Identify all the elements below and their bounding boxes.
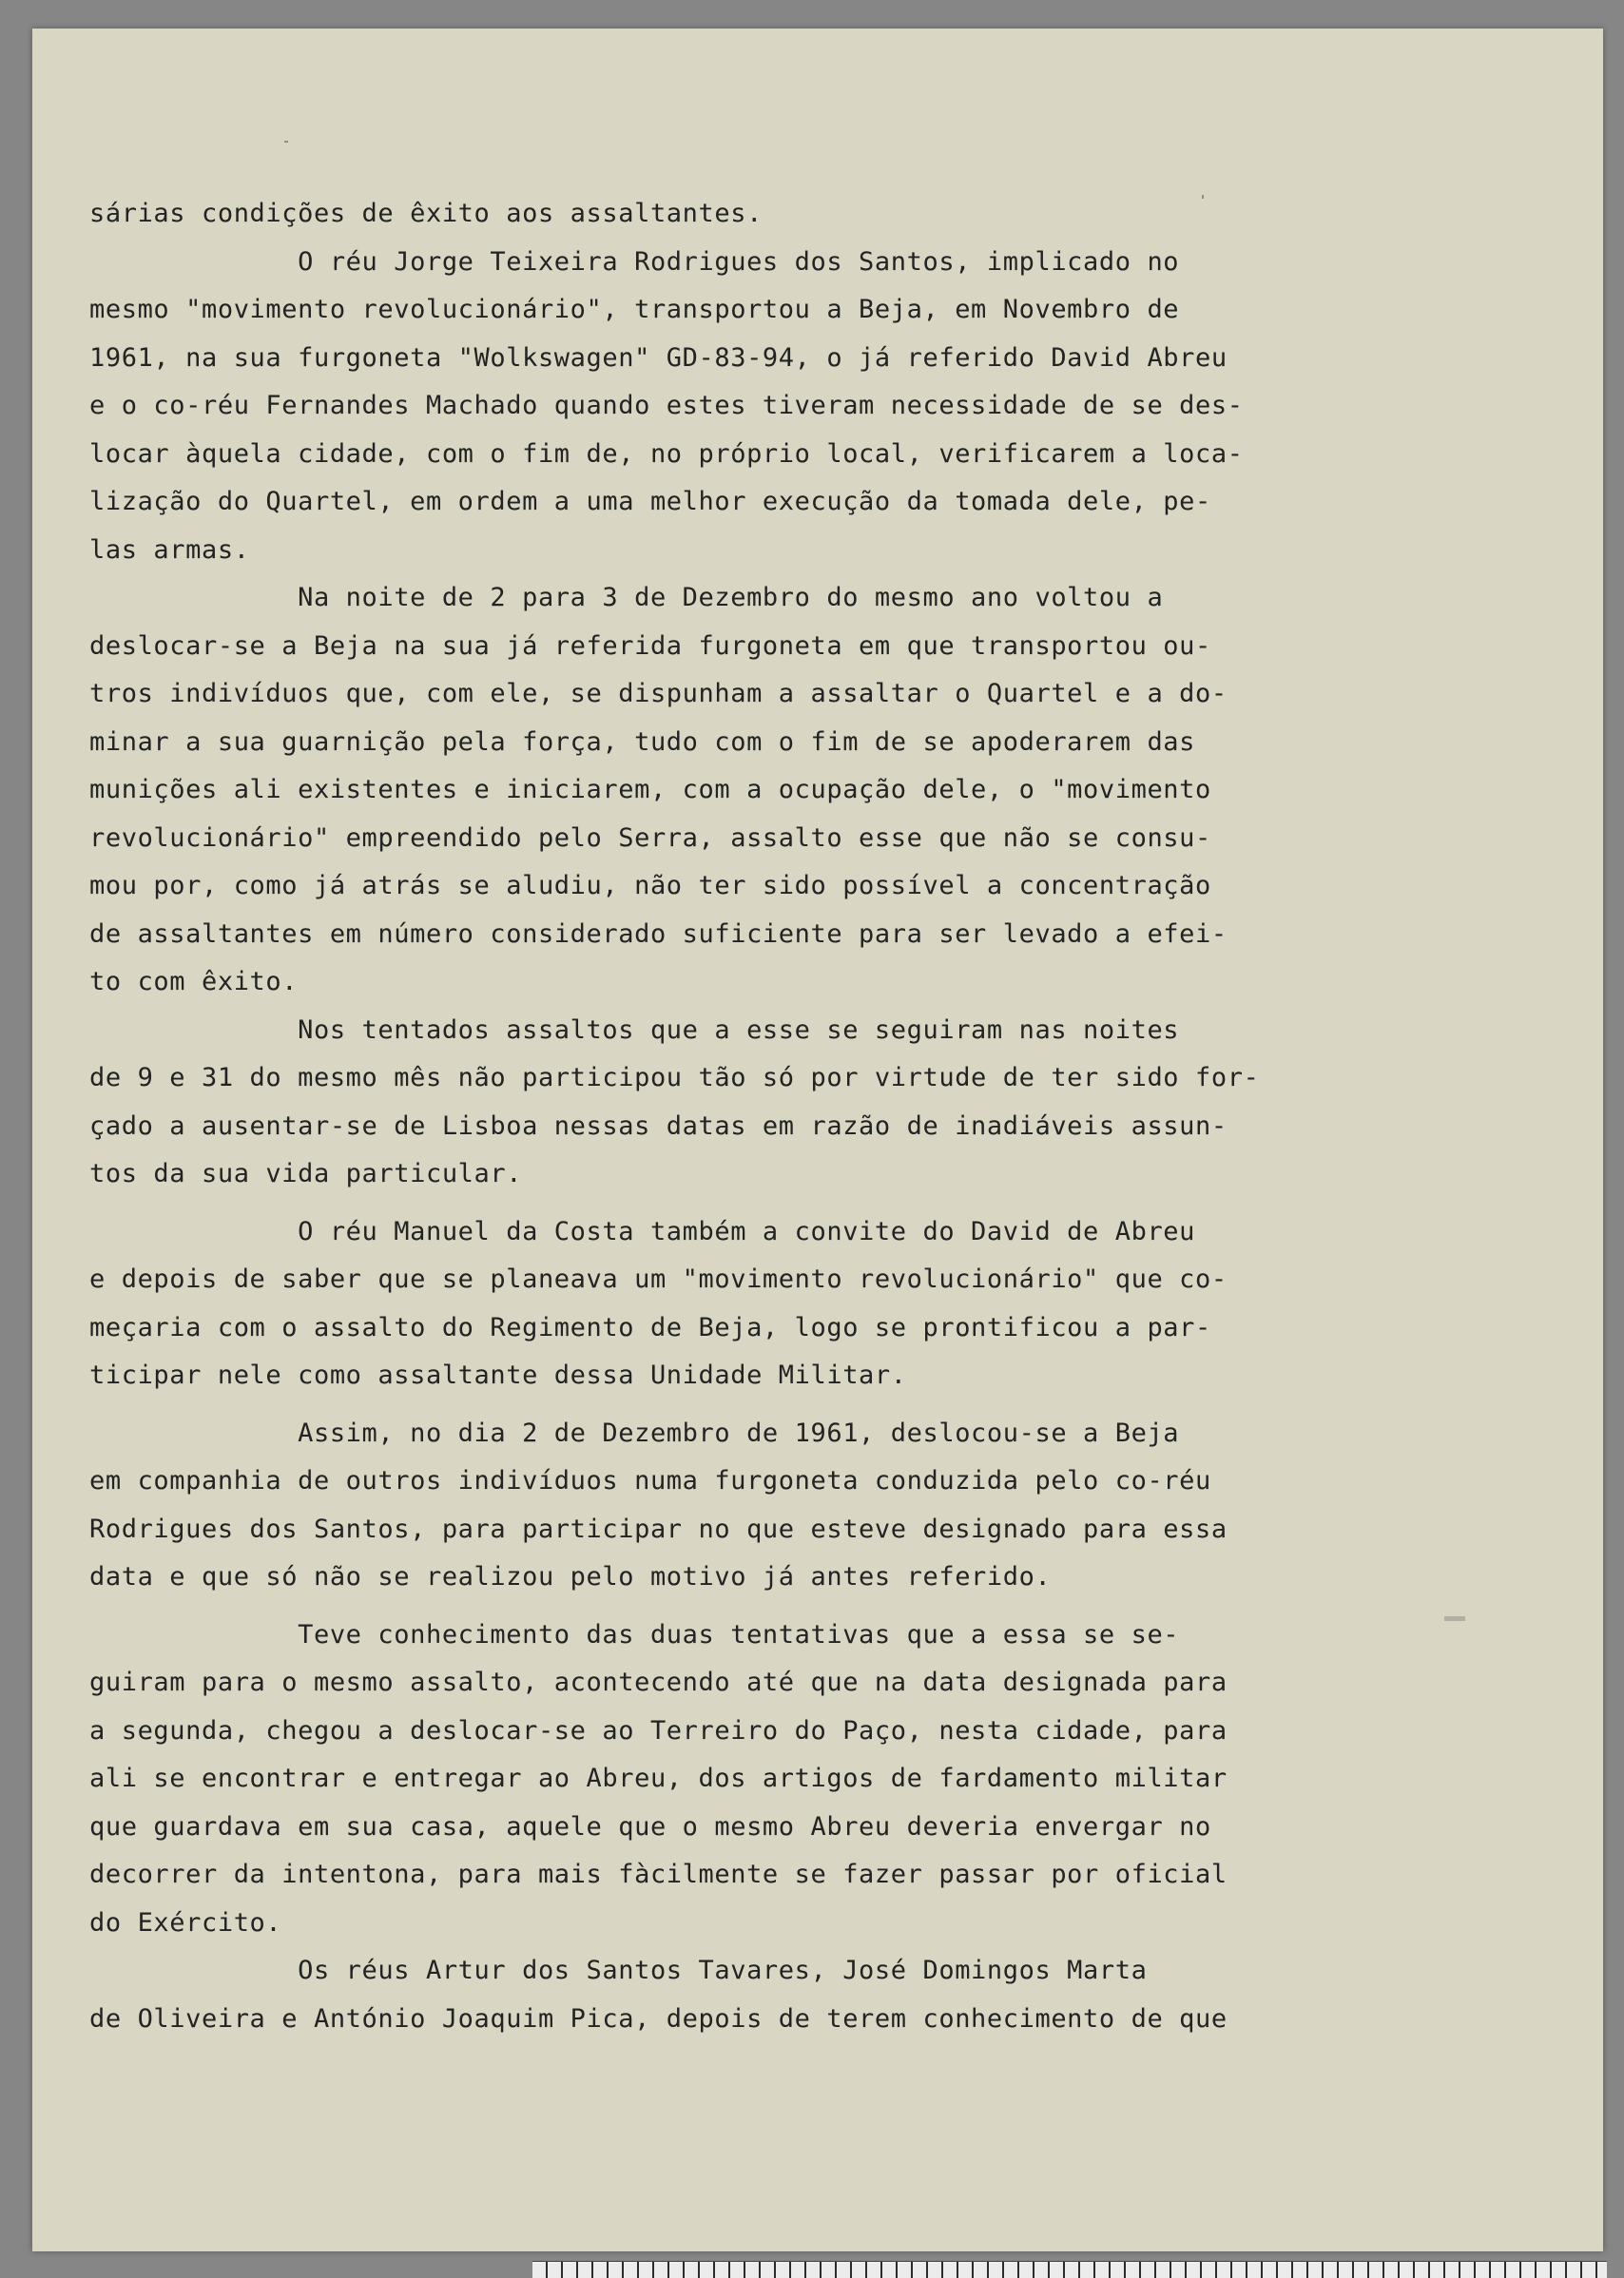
text-line: Teve conhecimento das duas tentativas que a essa se se- [89,1619,1180,1650]
text-line: guiram para o mesmo assalto, acontecendo até que na data designada para [89,1668,1228,1697]
text-line: Rodrigues dos Santos, para participar no que esteve designado para essa [89,1514,1228,1544]
paper-speck [1444,1616,1465,1621]
text-line: revolucionário" empreendido pelo Serra, assalto esse que não se consu- [89,822,1211,853]
text-line: Na noite de 2 para 3 de Dezembro do mesmo ano voltou a [89,583,1164,612]
text-line: mou por, como já atrás se aludiu, não ter sido possível a concentração [89,871,1211,900]
text-line: ticipar nele como assaltante dessa Unidade Militar. [89,1361,907,1390]
text-line: ali se encontrar e entregar ao Abreu, dos artigos de fardamento militar [89,1764,1228,1793]
text-line: 1961, na sua furgoneta "Wolkswagen" GD-83-94, o já referido David Abreu [89,342,1228,373]
text-line: to com êxito. [89,967,299,996]
text-line: O réu Manuel da Costa também a convite do David de Abreu [89,1216,1196,1246]
text-line: meçaria com o assalto do Regimento de Beja, logo se prontificou a par- [89,1312,1211,1342]
text-line: las armas. [89,534,250,565]
scale-ruler [532,2261,1607,2278]
text-line: de 9 e 31 do mesmo mês não participou tão só por virtude de ter sido for- [89,1063,1260,1092]
text-line: mesmo "movimento revolucionário", transportou a Beja, em Novembro de [89,295,1180,324]
text-line: a segunda, chegou a deslocar-se ao Terreiro do Paço, nesta cidade, para [89,1715,1228,1746]
text-line: Os réus Artur dos Santos Tavares, José Domingos Marta [89,1956,1148,1985]
text-line: de Oliveira e António Joaquim Pica, depois de terem conhecimento de que [89,2003,1228,2034]
text-line: tos da sua vida particular. [89,1159,523,1188]
text-line: e o co-réu Fernandes Machado quando estes tiveram necessidade de se des- [89,391,1244,420]
text-line: e depois de saber que se planeava um "movimento revolucionário" que co- [89,1264,1228,1294]
text-line: de assaltantes em número considerado suficiente para ser levado a efei- [89,918,1228,949]
text-line: munições ali existentes e iniciarem, com a ocupação dele, o "movimento [89,775,1211,804]
text-line: O réu Jorge Teixeira Rodrigues dos Santos, implicado no [89,246,1180,277]
text-line: minar a sua guarnição pela força, tudo com o fim de se apoderarem das [89,726,1196,757]
text-line: que guardava em sua casa, aquele que o mesmo Abreu deveria envergar no [89,1811,1211,1842]
text-line: Assim, no dia 2 de Dezembro de 1961, deslocou-se a Beja [89,1418,1180,1448]
text-line: decorrer da intentona, para mais fàcilmente se fazer passar por oficial [89,1860,1228,1889]
text-line: tros indivíduos que, com ele, se dispunham a assaltar o Quartel e a do- [89,679,1228,708]
text-line: do Exército. [89,1907,282,1938]
text-line: locar àquela cidade, com o fim de, no próprio local, verificarem a loca- [89,438,1244,469]
text-line: lização do Quartel, em ordem a uma melhor execução da tomada dele, pe- [89,487,1211,516]
text-line: em companhia de outros indivíduos numa furgoneta conduzida pelo co-réu [89,1466,1211,1496]
text-line: deslocar-se a Beja na sua já referida furgoneta em que transportou ou- [89,630,1211,661]
text-line: sárias condições de êxito aos assaltantes. [89,199,763,228]
text-line: çado a ausentar-se de Lisboa nessas datas em razão de inadiáveis assun- [89,1110,1228,1141]
paper-speck [284,141,288,143]
typed-text-body [89,190,1382,2043]
document-page [32,29,1603,2251]
text-line: data e que só não se realizou pelo motivo já antes referido. [89,1562,1052,1592]
text-line: Nos tentados assaltos que a esse se seguiram nas noites [89,1014,1180,1045]
